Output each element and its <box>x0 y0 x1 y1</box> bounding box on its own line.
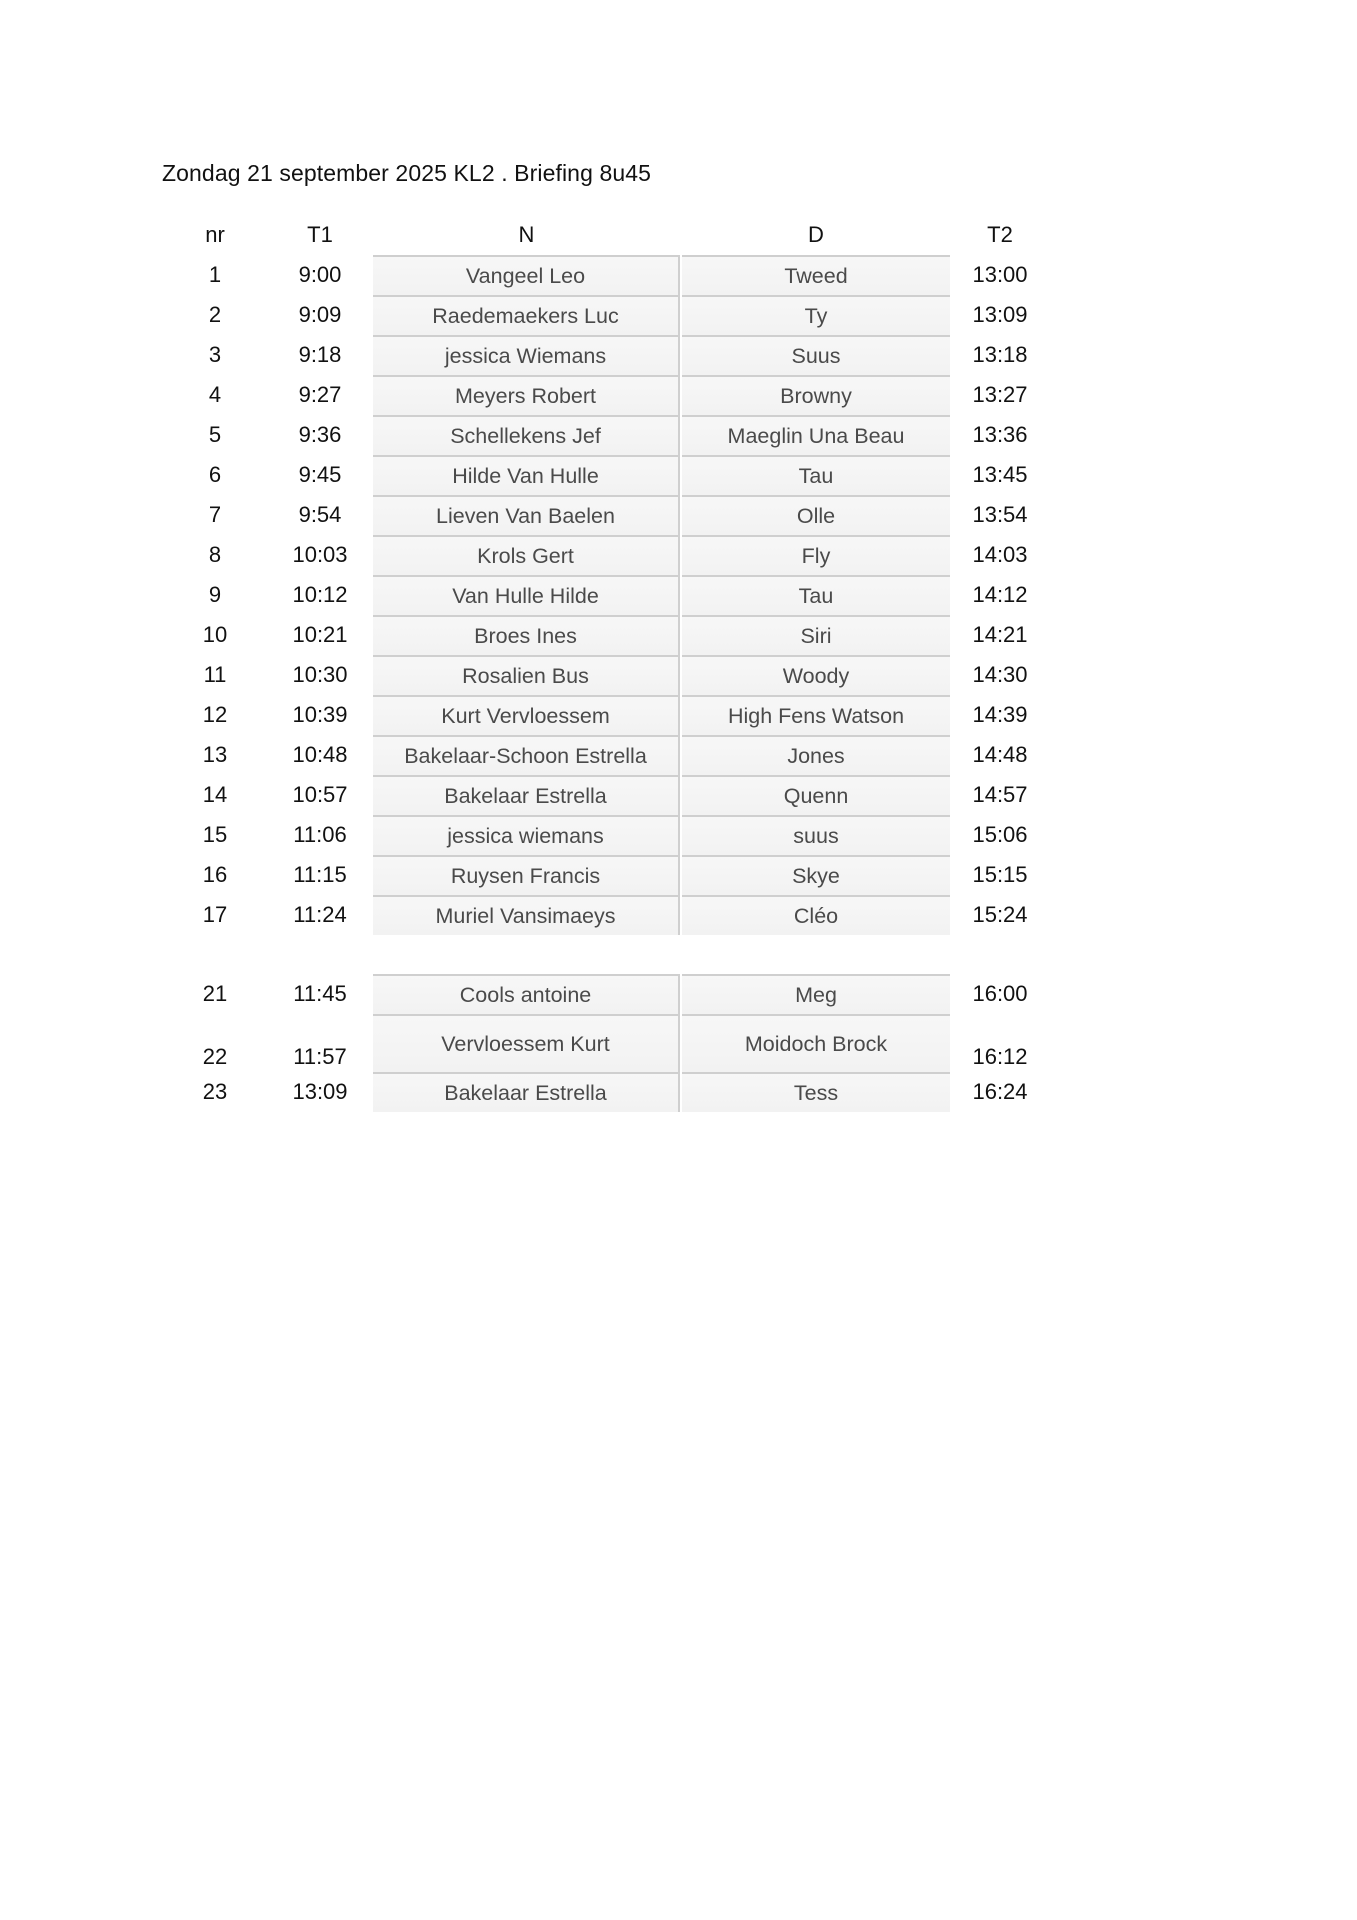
row-number: 11 <box>203 662 227 687</box>
second-time: 16:12 <box>972 1044 1028 1069</box>
second-time: 13:54 <box>972 502 1028 527</box>
second-time: 14:03 <box>972 542 1028 567</box>
second-time: 15:15 <box>972 862 1028 887</box>
dog-name: Fly <box>682 535 950 575</box>
start-time: 11:45 <box>293 981 347 1006</box>
rider-name: Vervloessem Kurt <box>373 1014 680 1072</box>
header-t2: T2 <box>987 222 1013 247</box>
rider-name: Krols Gert <box>373 535 680 575</box>
row-number: 1 <box>208 262 222 287</box>
dog-name: Ty <box>682 295 950 335</box>
second-time: 14:57 <box>972 782 1028 807</box>
header-n: N <box>518 222 535 247</box>
second-time: 13:09 <box>972 302 1028 327</box>
row-number: 10 <box>202 622 228 647</box>
header-d: D <box>808 222 824 247</box>
row-number: 6 <box>208 462 222 487</box>
start-time: 9:54 <box>298 502 342 527</box>
second-time: 14:21 <box>972 622 1028 647</box>
dog-name: suus <box>682 815 950 855</box>
second-time: 13:45 <box>972 462 1028 487</box>
dog-name: Tau <box>682 575 950 615</box>
second-time: 13:27 <box>972 382 1028 407</box>
start-time: 9:09 <box>298 302 342 327</box>
row-number: 12 <box>202 702 228 727</box>
dog-name: Meg <box>682 974 950 1014</box>
dog-name: Jones <box>682 735 950 775</box>
rider-name: Van Hulle Hilde <box>373 575 680 615</box>
row-number: 14 <box>202 782 228 807</box>
dog-name: Tau <box>682 455 950 495</box>
dog-name: High Fens Watson <box>682 695 950 735</box>
start-time: 11:57 <box>293 1044 347 1069</box>
row-number: 16 <box>202 862 228 887</box>
rider-name: Bakelaar Estrella <box>373 775 680 815</box>
start-time: 9:27 <box>298 382 342 407</box>
rider-name: Kurt Vervloessem <box>373 695 680 735</box>
start-time: 10:21 <box>292 622 348 647</box>
dog-name: Maeglin Una Beau <box>682 415 950 455</box>
row-number: 3 <box>208 342 222 367</box>
dog-name: Woody <box>682 655 950 695</box>
second-time: 13:36 <box>972 422 1028 447</box>
rider-name: Bakelaar Estrella <box>373 1072 680 1112</box>
rider-name: Lieven Van Baelen <box>373 495 680 535</box>
page-title: Zondag 21 september 2025 KL2 . Briefing 8u45 <box>162 160 652 186</box>
row-number: 21 <box>202 981 228 1006</box>
rider-name: jessica wiemans <box>373 815 680 855</box>
row-number: 8 <box>208 542 222 567</box>
row-number: 4 <box>208 382 222 407</box>
second-time: 15:24 <box>972 902 1028 927</box>
row-number: 9 <box>208 582 222 607</box>
second-time: 14:30 <box>972 662 1028 687</box>
second-time: 14:12 <box>972 582 1028 607</box>
rider-name: Vangeel Leo <box>373 255 680 295</box>
second-time: 15:06 <box>972 822 1028 847</box>
dog-name: Olle <box>682 495 950 535</box>
dog-name: Skye <box>682 855 950 895</box>
dog-name: Moidoch Brock <box>682 1014 950 1072</box>
row-number: 5 <box>208 422 222 447</box>
dog-name: Tess <box>682 1072 950 1112</box>
row-number: 23 <box>202 1079 228 1104</box>
start-time: 10:30 <box>292 662 348 687</box>
second-time: 13:18 <box>972 342 1028 367</box>
dog-name: Cléo <box>682 895 950 935</box>
start-time: 11:24 <box>293 902 347 927</box>
second-time: 16:00 <box>972 981 1028 1006</box>
header-nr: nr <box>205 222 225 247</box>
start-time: 10:03 <box>292 542 348 567</box>
rider-name: Raedemaekers Luc <box>373 295 680 335</box>
rider-name: Ruysen Francis <box>373 855 680 895</box>
row-number: 13 <box>202 742 228 767</box>
start-time: 10:12 <box>292 582 348 607</box>
rider-name: Schellekens Jef <box>373 415 680 455</box>
dog-name: Tweed <box>682 255 950 295</box>
rider-name: Broes Ines <box>373 615 680 655</box>
start-time: 11:15 <box>293 862 347 887</box>
row-number: 15 <box>202 822 228 847</box>
rider-name: Hilde Van Hulle <box>373 455 680 495</box>
dog-name: Suus <box>682 335 950 375</box>
rider-name: Cools antoine <box>373 974 680 1014</box>
start-time: 10:57 <box>292 782 348 807</box>
start-time: 10:48 <box>292 742 348 767</box>
rider-name: jessica Wiemans <box>373 335 680 375</box>
row-number: 2 <box>208 302 222 327</box>
start-time: 10:39 <box>292 702 348 727</box>
dog-name: Browny <box>682 375 950 415</box>
start-time: 9:45 <box>298 462 342 487</box>
dog-name: Quenn <box>682 775 950 815</box>
second-time: 14:48 <box>972 742 1028 767</box>
row-number: 22 <box>202 1044 228 1069</box>
start-time: 9:00 <box>298 262 342 287</box>
second-time: 13:00 <box>972 262 1028 287</box>
start-time: 13:09 <box>292 1079 348 1104</box>
second-time: 14:39 <box>972 702 1028 727</box>
dog-name: Siri <box>682 615 950 655</box>
row-number: 17 <box>202 902 228 927</box>
row-number: 7 <box>208 502 222 527</box>
rider-name: Muriel Vansimaeys <box>373 895 680 935</box>
rider-name: Bakelaar-Schoon Estrella <box>373 735 680 775</box>
rider-name: Rosalien Bus <box>373 655 680 695</box>
start-time: 9:36 <box>298 422 342 447</box>
second-time: 16:24 <box>972 1079 1028 1104</box>
header-t1: T1 <box>307 222 333 247</box>
start-time: 11:06 <box>293 822 347 847</box>
rider-name: Meyers Robert <box>373 375 680 415</box>
start-time: 9:18 <box>298 342 342 367</box>
